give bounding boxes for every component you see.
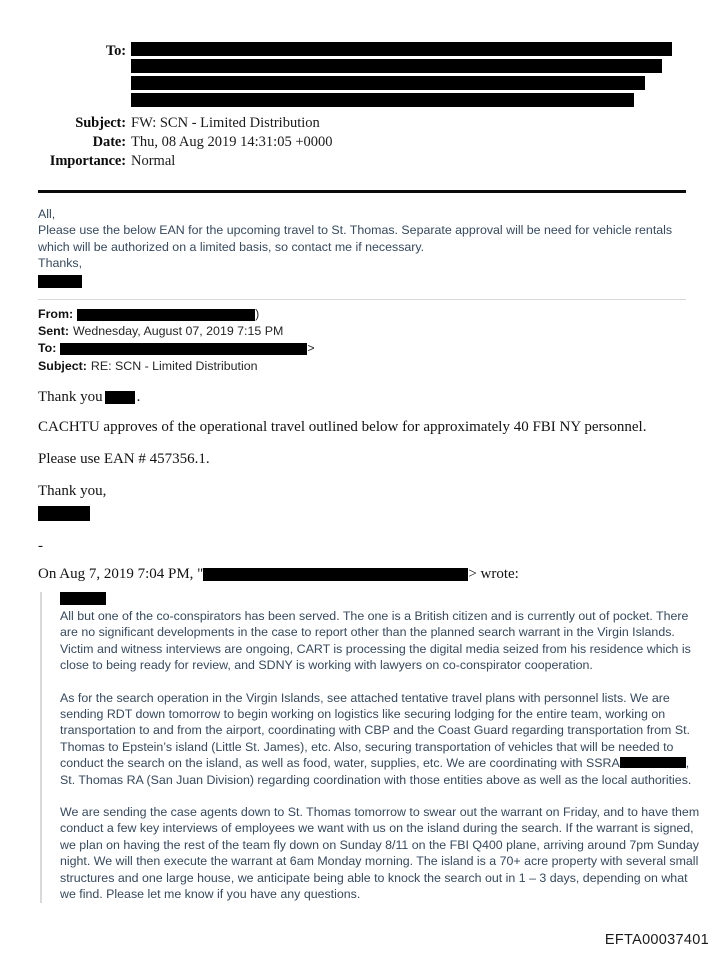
thank-you-suffix: . [136,389,141,405]
reply-ean-line: Please use EAN # 457356.1. [38,451,210,467]
to-label: To: [38,341,57,356]
forwarded-row-to [38,340,686,357]
date-value: Thu, 08 Aug 2019 14:31:05 +0000 [131,134,333,150]
importance-label: Importance: [49,153,126,169]
forwarded-row-subject [38,358,686,375]
redaction-bar [131,93,634,107]
forwarded-row-sent [38,323,686,340]
reply-thank-you-line [38,388,698,407]
header-row-date [0,133,725,151]
redaction-bar [60,592,106,605]
subject-label: Subject: [75,115,126,131]
quoted-paragraph-2-part-a: As for the search operation in the Virgin Islands, see attached tentative travel plans with personnel lists. We are sending RDT down tomorrow to begin working on logistics like securing lodging for the entire team, working on transportation to and from the airport, coordinating with CBP and the Coast Guard regarding transportation from St. Thomas to Epstein’s island (Little St. James), etc. Also, securing transportation of vehicles that will be needed to conduct the search on the island, as well as food, water, supplies, etc. We are coordinating with SSRA [60,690,690,771]
importance-value: Normal [131,153,176,169]
redaction-bar [131,42,672,56]
date-label: Date: [92,134,126,150]
reply-on-date-line [38,565,698,584]
forwarded-header [38,306,686,375]
to-redaction-stack [130,42,672,110]
reply-approval-line: CACHTU approves of the operational travel outlined below for approximately 40 FBI NY personnel. [38,419,647,435]
quoted-paragraph-1: All but one of the co-conspirators has been served. The one is a British citizen and is currently out of pocket. There are no significant developments in the case to report other than the planned search warrant in the Virgin Islands. Victim and witness interviews are ongoing, CART is processing the digital media seized from his residence which is close to being ready for review, and SDNY is working with lawyers on co-conspirator cooperation. [60,609,691,673]
on-date-prefix: On Aug 7, 2019 7:04 PM, " [38,566,204,582]
email-header [0,42,725,171]
header-row-to [0,42,725,110]
forwarded-divider [38,299,686,300]
redaction-bar [131,59,662,73]
quoted-paragraph-2-part-b: , St. Thomas RA (San Juan Division) regarding coordination with those entities above as well as the local authorities. [60,756,692,787]
intro-greeting: All, [38,207,56,221]
quoted-paragraph-3: We are sending the case agents down to St. Thomas tomorrow to swear out the warrant on Friday, and to have them conduct a few key interviews of employees we want with us on the island during the search. If the warrant is signed, we plan on having the rest of the team fly down on Sunday 8/11 on the FBI Q400 plane, arriving around 7pm Sunday night. We will then execute the warrant at 6am Monday morning. The island is a 70+ acre property with several small structures and one large house, we anticipate being able to knock the search out in 1 – 3 days, depending on what we find. Please let me know if you have any questions. [60,805,700,902]
redaction-bar [77,309,255,321]
header-row-subject [0,114,725,132]
intro-message [38,206,686,288]
subject-value: FW: SCN - Limited Distribution [131,115,320,131]
header-divider [38,190,686,193]
reply-signature [38,504,698,523]
redaction-bar [38,506,90,521]
thank-you-prefix: Thank you [38,389,103,405]
subject-value: RE: SCN - Limited Distribution [90,358,258,373]
from-label: From: [38,307,74,321]
sent-label: Sent: [38,324,69,339]
redaction-bar [60,343,307,355]
intro-closing: Thanks, [38,255,83,270]
to-label: To: [105,43,126,59]
redaction-bar [203,568,468,581]
reply-dash: - [38,538,43,554]
header-row-importance [0,152,725,170]
quoted-paragraph-2 [60,690,700,788]
on-date-suffix: > wrote: [468,566,519,582]
to-suffix: > [307,341,315,356]
redaction-bar [620,757,686,768]
forwarded-row-from [38,306,686,323]
redaction-bar [131,76,645,90]
reply-closing: Thank you, [38,483,107,499]
redaction-bar [38,275,82,288]
sent-value: Wednesday, August 07, 2019 7:15 PM [72,324,284,339]
redaction-bar [105,391,135,404]
from-suffix: ) [255,307,260,321]
reply-body [38,388,698,584]
intro-body: Please use the below EAN for the upcoming travel to St. Thomas. Separate approval will be need for vehicle rentals which will be authorized on a limited basis, so contact me if necessary. [38,223,673,254]
bates-number: EFTA00037401 [604,932,709,948]
quoted-message-block [40,592,700,903]
subject-label: Subject: [38,358,87,373]
